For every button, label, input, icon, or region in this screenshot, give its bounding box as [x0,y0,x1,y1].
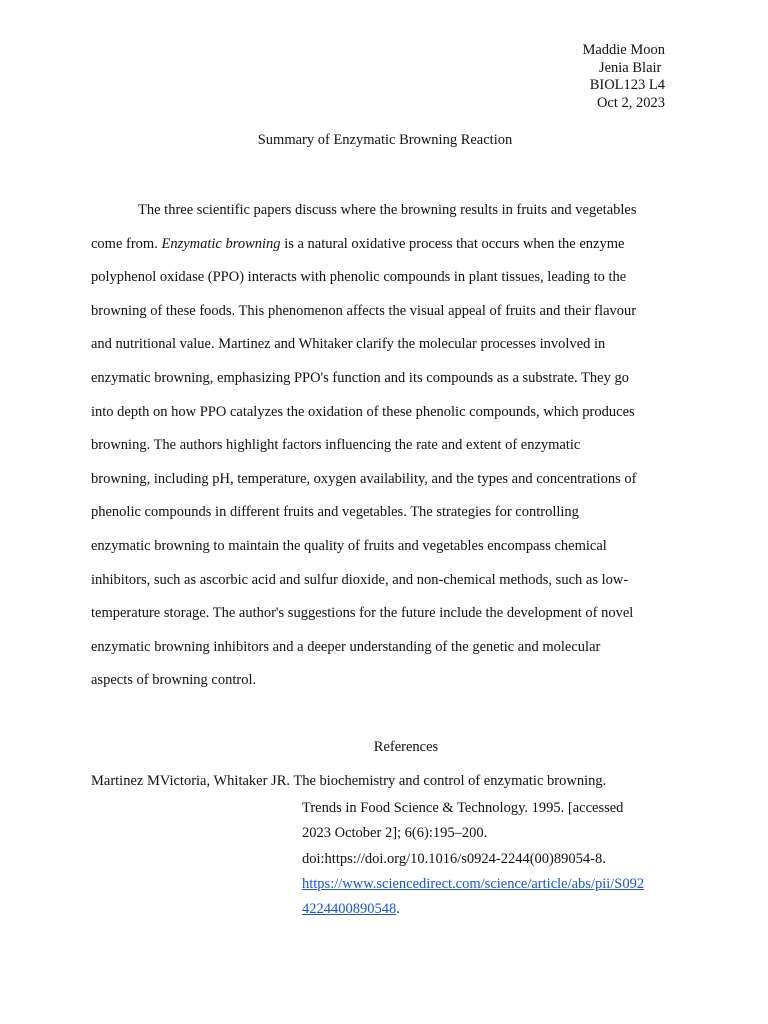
reference-link-line [302,897,644,922]
reference-entry-continuation [302,796,644,922]
document-date: Oct 2, 2023 [596,94,665,111]
reference-line: 2023 October 2]; 6(6):195–200. [302,825,488,842]
paragraph-line: polyphenol oxidase (PPO) interacts with phenolic compounds in plant tissues, leading to the [91,269,627,286]
paragraph-line: aspects of browning control. [91,672,257,689]
reference-entry-first-line: Martinez MVictoria, Whitaker JR. The biochemistry and control of enzymatic browning. [91,773,607,789]
paragraph-line: browning of these foods. This phenomenon affects the visual appeal of fruits and their flavour [91,302,637,319]
references-heading: References [373,739,439,755]
paragraph-line: and nutritional value. Martinez and Whitaker clarify the molecular processes involved in [91,336,606,353]
reference-line: Trends in Food Science & Technology. 1995. [accessed [302,800,624,816]
paragraph-line: browning. The authors highlight factors influencing the rate and extent of enzymatic [91,437,581,454]
paragraph-line: browning, including pH, temperature, oxygen availability, and the types and concentrations of [91,470,637,487]
reference-line: doi:https://doi.org/10.1016/s0924-2244(00)89054-8. [302,850,606,867]
paragraph-text: come from. [91,235,162,252]
paragraph-line: into depth on how PPO catalyzes the oxidation of these phenolic compounds, which produces [91,403,635,420]
emphasized-term: Enzymatic browning [161,235,281,252]
summary-paragraph [91,194,681,698]
paragraph-line: enzymatic browning to maintain the quality of fruits and vegetables encompass chemical [91,537,607,554]
paragraph-line: temperature storage. The author's suggestions for the future include the development of novel [91,605,634,622]
paragraph-line: enzymatic browning inhibitors and a deeper understanding of the genetic and molecular [91,638,601,655]
author-name-2: Jenia Blair [598,59,665,76]
reference-link-line [302,872,644,897]
reference-url-link-continued[interactable]: 4224400890548 [302,901,397,918]
paragraph-line [91,228,681,262]
course-code: BIOL123 L4 [589,77,665,94]
document-title: Summary of Enzymatic Browning Reaction [257,132,513,148]
reference-url-link[interactable]: https://www.sciencedirect.com/science/article/abs/pii/S092 [302,875,645,892]
author-info-block [582,42,665,112]
paragraph-line: enzymatic browning, emphasizing PPO's function and its compounds as a substrate. They go [91,369,629,386]
paragraph-text: is a natural oxidative process that occurs when the enzyme [280,235,625,252]
author-name-1: Maddie Moon [582,42,665,58]
paragraph-line: inhibitors, such as ascorbic acid and sulfur dioxide, and non-chemical methods, such as low- [91,571,629,588]
paragraph-line: The three scientific papers discuss where the browning results in fruits and vegetables [138,202,637,218]
reference-period: . [396,901,400,918]
paragraph-line: phenolic compounds in different fruits and vegetables. The strategies for controlling [91,504,579,521]
